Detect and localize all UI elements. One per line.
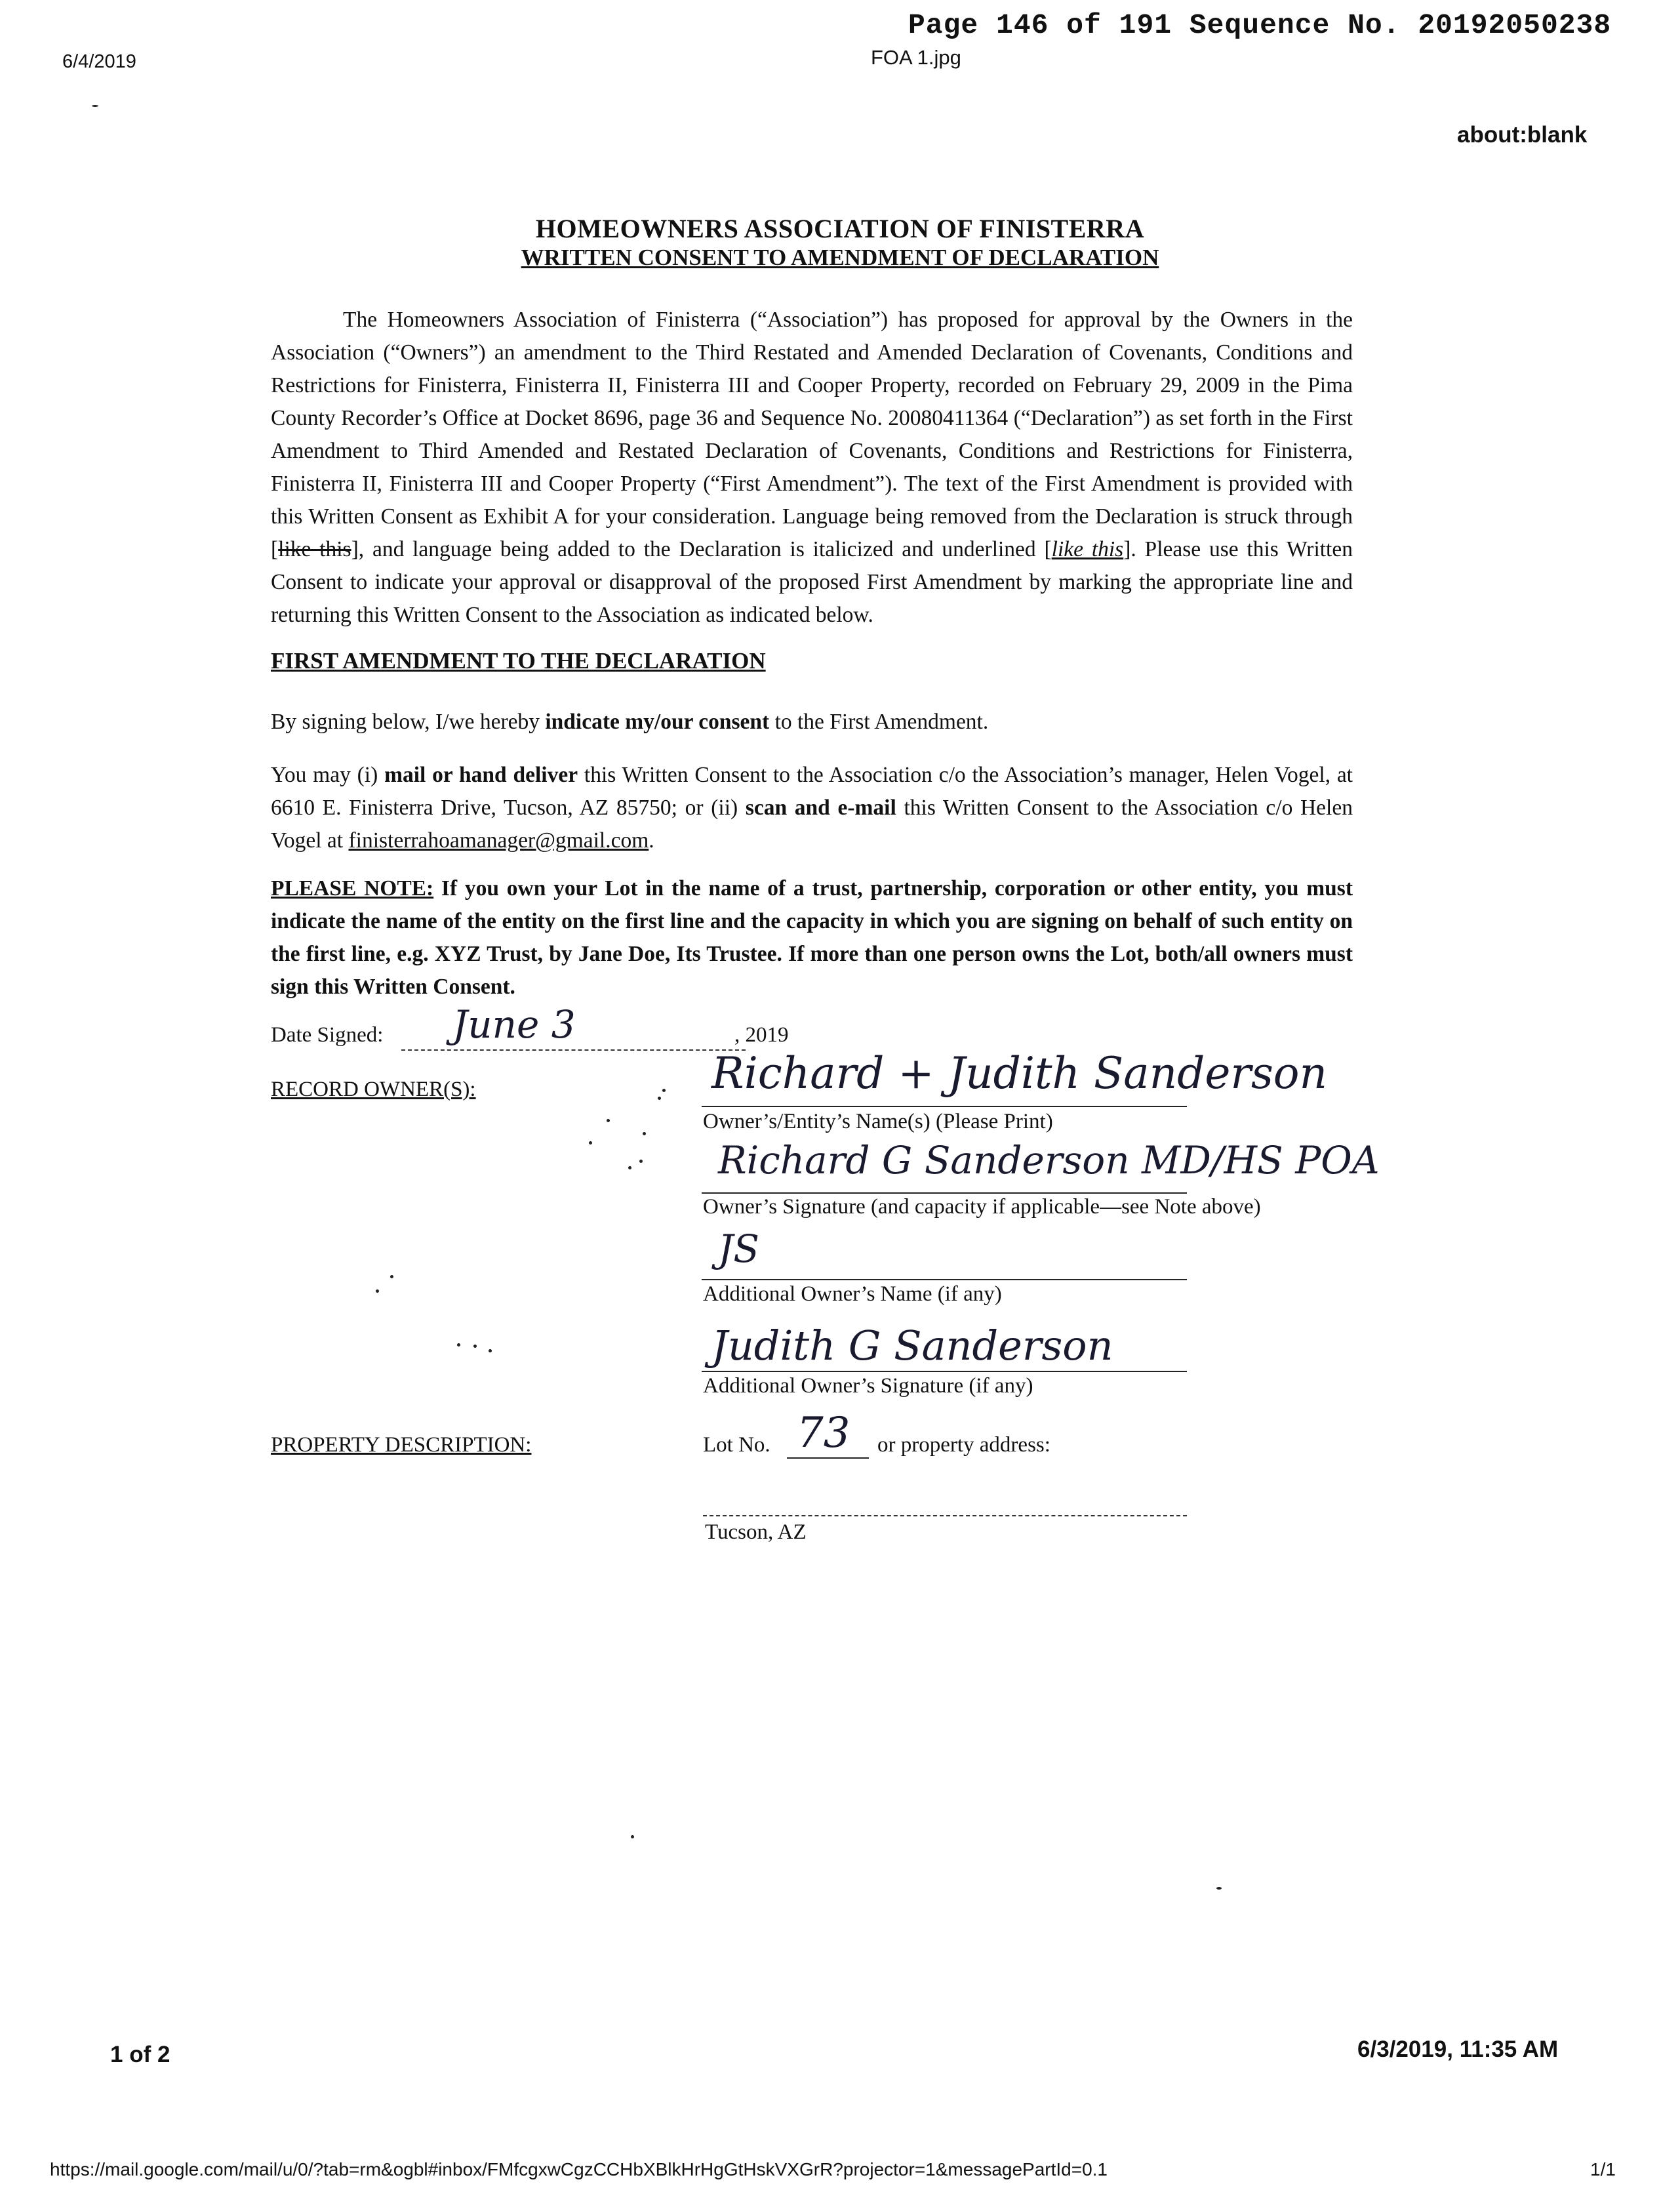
page-url: https://mail.google.com/mail/u/0/?tab=rm&ogbl#inbox/FMfcgxwCgzCCHbXBlkHrHgGtHskVXGrR?projector=1&messagePartId=0.1	[50, 2159, 1108, 2179]
lot-number-value[interactable]: 73	[797, 1409, 850, 1457]
scan-speck	[92, 105, 98, 107]
manager-email[interactable]: finisterrahoamanager@gmail.com	[348, 828, 649, 853]
print-date: 6/4/2019	[62, 51, 136, 72]
scan-speck	[457, 1343, 460, 1347]
owner-signature-value[interactable]: Richard G Sanderson MD/HS POA	[718, 1138, 1380, 1183]
scan-speck	[639, 1160, 643, 1163]
intro-paragraph	[271, 304, 1353, 632]
delivery-emphasis: scan and e-mail	[745, 796, 896, 820]
scan-speck	[658, 1097, 661, 1100]
strikethrough-example: like this	[278, 537, 351, 561]
document-title: HOMEOWNERS ASSOCIATION OF FINISTERRA	[535, 214, 1145, 243]
scan-speck	[489, 1349, 492, 1352]
additional-owner-name-value[interactable]: JS	[718, 1226, 759, 1271]
owner-signature-caption: Owner’s Signature (and capacity if applicable—see Note above)	[703, 1195, 1261, 1219]
scan-speck	[473, 1345, 477, 1348]
intro-text: ], and language being added to the Declaration is italicized and underlined [	[351, 537, 1052, 561]
lot-number-line	[787, 1457, 869, 1459]
scan-speck	[643, 1132, 646, 1135]
property-address-line	[703, 1515, 1187, 1516]
owner-name-value[interactable]: Richard + Judith Sanderson	[711, 1048, 1328, 1099]
intro-text: The Homeowners Association of Finisterra (“Association”) has proposed for approval by the Owners in the Association (“Owners”) an amendment to the Third Restated and Amended Declaration of Covenants, Conditions and Restrictions for Finisterra, Finisterra II, Finisterra III and Cooper Property, recorded on February 29, 2009 in the Pima County Recorder’s Office at Docket 8696, page 36 and Sequence No. 20080411364 (“Declaration”) as set forth in the First Amendment to Third Amended and Restated Declaration of Covenants, Conditions and Restrictions for Finisterra, Finisterra II, Finisterra III and Cooper Property (“First Amendment”). The text of the First Amendment is provided with this Written Consent as Exhibit A for your consideration. Language being removed from the Declaration is struck through [	[271, 308, 1353, 561]
page-count: 1/1	[1590, 2159, 1616, 2179]
delivery-instructions	[271, 759, 1353, 857]
scan-speck	[376, 1289, 379, 1293]
recording-stamp: Page 146 of 191 Sequence No. 20192050238	[908, 9, 1612, 41]
consent-statement	[271, 706, 1353, 739]
italic-example: like this	[1051, 537, 1124, 561]
file-name: FOA 1.jpg	[871, 46, 961, 69]
note-text: If you own your Lot in the name of a trust, partnership, corporation or other entity, you must indicate the name of the entity on the first line and the capacity in which you are signing on behalf of such entity on the first line, e.g. XYZ Trust, by Jane Doe, Its Trustee. If more than one person owns the Lot, both/all owners must sign this Written Consent.	[271, 876, 1353, 999]
consent-text: By signing below, I/we hereby	[271, 710, 546, 734]
owner-name-caption: Owner’s/Entity’s Name(s) (Please Print)	[703, 1110, 1053, 1133]
additional-owner-signature-caption: Additional Owner’s Signature (if any)	[703, 1374, 1033, 1398]
scan-speck	[662, 1089, 666, 1092]
delivery-text: You may (i)	[271, 763, 385, 787]
page-indicator: 1 of 2	[110, 2042, 170, 2067]
additional-owner-name-line	[702, 1279, 1187, 1280]
scan-speck	[607, 1119, 610, 1122]
owner-name-line	[702, 1106, 1187, 1107]
section-heading: FIRST AMENDMENT TO THE DECLARATION	[271, 648, 766, 674]
intro-text: ]. Please use this Written Consent to indicate your approval or disapproval of the proposed First Amendment by marking the appropriate line and returning this Written Consent to the Association as indicated below.	[271, 537, 1353, 627]
date-signed-value[interactable]: June 3	[452, 1002, 576, 1047]
consent-text: to the First Amendment.	[769, 710, 989, 734]
page-location: about:blank	[1457, 122, 1588, 148]
delivery-text: .	[649, 828, 654, 853]
scan-speck	[628, 1166, 631, 1169]
scan-speck	[631, 1835, 634, 1838]
date-signed-label: Date Signed:	[271, 1023, 384, 1047]
property-address-label: or property address:	[877, 1433, 1050, 1457]
additional-owner-name-caption: Additional Owner’s Name (if any)	[703, 1282, 1002, 1306]
note-label: PLEASE NOTE:	[271, 876, 434, 901]
delivery-emphasis: mail or hand deliver	[384, 763, 578, 787]
additional-owner-signature-line	[702, 1371, 1187, 1372]
owner-signature-line	[702, 1192, 1187, 1194]
date-signed-line	[401, 1049, 746, 1051]
scan-speck	[589, 1141, 592, 1145]
document-subtitle: WRITTEN CONSENT TO AMENDMENT OF DECLARATION	[521, 245, 1159, 270]
city-state: Tucson, AZ	[705, 1520, 807, 1544]
date-signed-year: , 2019	[734, 1023, 789, 1047]
please-note	[271, 872, 1353, 1003]
delivery-text: this Written Consent to the Association c/o the Association’s manager, Helen Vogel, at 6610 E. Finisterra Drive, Tucson, AZ 85750; or (ii)	[271, 763, 1353, 820]
scan-speck	[390, 1275, 393, 1278]
scan-speck	[1216, 1887, 1222, 1890]
delivery-text: this Written Consent to the Association c/o Helen Vogel at	[271, 796, 1353, 853]
additional-owner-signature-value[interactable]: Judith G Sanderson	[711, 1322, 1113, 1369]
property-description-label: PROPERTY DESCRIPTION:	[271, 1433, 532, 1457]
record-owners-label: RECORD OWNER(S):	[271, 1078, 476, 1101]
consent-emphasis: indicate my/our consent	[545, 710, 770, 734]
print-timestamp: 6/3/2019, 11:35 AM	[1357, 2036, 1559, 2062]
lot-number-label: Lot No.	[703, 1433, 770, 1457]
